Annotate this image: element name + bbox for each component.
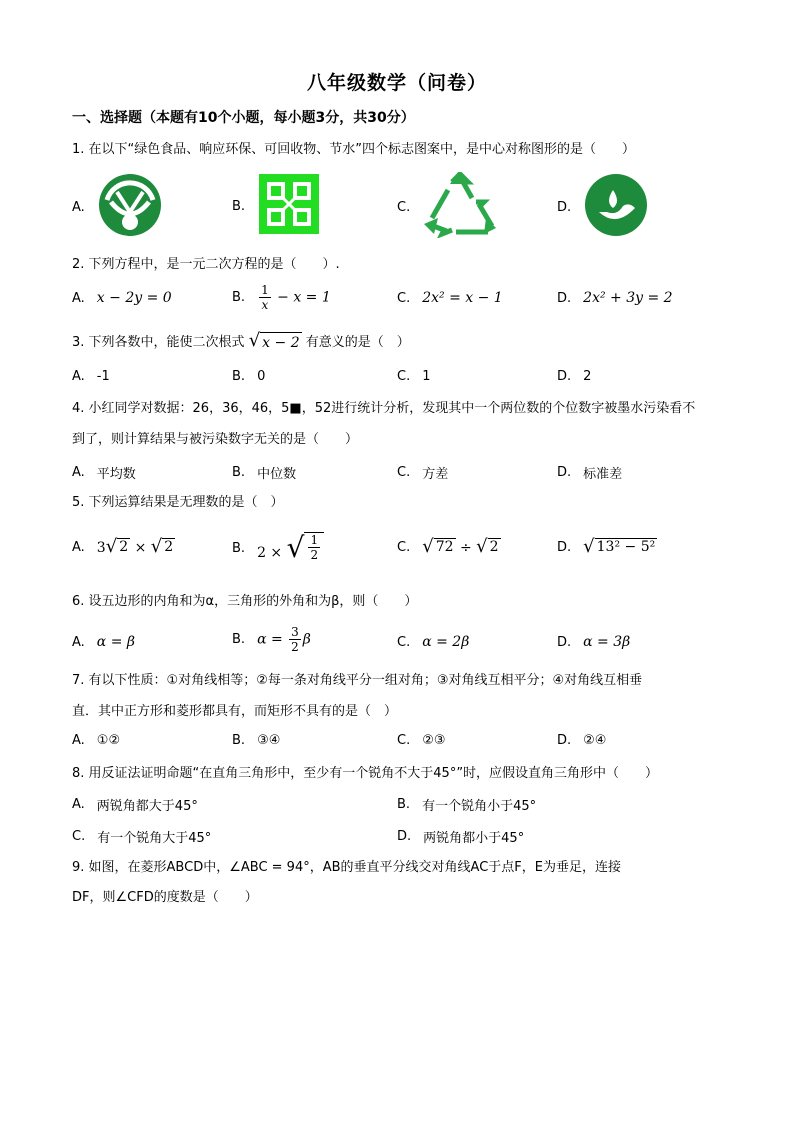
q6-c-expr: α = 2β <box>422 634 470 650</box>
q3-option-d[interactable]: D. 2 <box>557 369 592 384</box>
question-3-stem: 3. 下列各数中，能使二次根式 √ x − 2 有意义的是（ ） <box>72 330 410 351</box>
q6-option-c[interactable]: C. α = 2β <box>397 634 470 650</box>
q2-option-c[interactable]: C. 2x² = x − 1 <box>397 290 503 306</box>
q8-option-a[interactable]: A. 两锐角都大于45° <box>72 797 198 814</box>
q5-option-c[interactable]: C. √ 72 ÷ √ 2 <box>397 536 499 557</box>
q5-option-a[interactable]: A. 3 √ 2 × √ 2 <box>72 536 174 557</box>
q7-option-b[interactable]: B. ③④ <box>232 733 281 748</box>
green-food-logo-icon <box>97 172 163 242</box>
question-7-line1: 7. 有以下性质：①对角线相等；②每一条对角线平分一组对角；③对角线互相平分；④对角线互相垂 <box>72 673 643 688</box>
q1-option-a[interactable]: A. <box>72 172 163 242</box>
q4-option-a[interactable]: A. 平均数 <box>72 465 136 482</box>
water-saving-logo-icon <box>583 172 649 242</box>
q2-a-expr: x − 2y = 0 <box>96 290 172 306</box>
q1-option-c[interactable]: C. <box>397 172 498 242</box>
q8-option-d[interactable]: D. 两锐角都小于45° <box>397 829 525 846</box>
page-title: 八年级数学（问卷） <box>306 72 487 94</box>
q6-option-a[interactable]: A. α = β <box>72 634 135 650</box>
q4-option-d[interactable]: D. 标准差 <box>557 465 623 482</box>
q3-option-c[interactable]: C. 1 <box>397 369 431 384</box>
q5-option-b[interactable]: B. 2 × √ $\frac{1}{2}$ <box>232 532 324 564</box>
q8-option-c[interactable]: C. 有一个锐角大于45° <box>72 829 212 846</box>
q4-option-b[interactable]: B. 中位数 <box>232 465 297 482</box>
q5-b-expr: 2 × √ $\frac{1}{2}$ <box>257 532 324 564</box>
question-4-line2: 到了，则计算结果与被污染数字无关的是（ ） <box>72 432 359 447</box>
q5-d-expr: √ 13² − 5² <box>583 536 656 557</box>
question-8-stem: 8. 用反证法证明命题“在直角三角形中，至少有一个锐角不大于45°”时，应假设直角三角形中（ ） <box>72 766 659 781</box>
q3-radical: √ x − 2 <box>248 330 300 351</box>
q2-option-b[interactable]: B. $\frac{1}{x}$ − x = 1 <box>232 283 331 312</box>
q3-option-a[interactable]: A. -1 <box>72 369 110 384</box>
recycle-icon <box>422 172 498 242</box>
q5-option-d[interactable]: D. √ 13² − 5² <box>557 536 656 557</box>
question-9-line1: 9. 如图，在菱形ABCD中，∠ABC = 94°，AB的垂直平分线交对角线AC于点F，E为垂足，连接 <box>72 860 621 875</box>
q7-option-a[interactable]: A. ①② <box>72 733 121 748</box>
q1-option-b[interactable]: B. <box>232 172 321 240</box>
q6-d-expr: α = 3β <box>583 634 631 650</box>
question-4-line1: 4. 小红同学对数据：26，36，46，5■，52进行统计分析，发现其中一个两位数的个位数字被墨水污染看不 <box>72 401 696 416</box>
question-2-stem: 2. 下列方程中，是一元二次方程的是（ ）. <box>72 257 340 272</box>
q1-option-d[interactable]: D. <box>557 172 649 242</box>
q2-d-expr: 2x² + 3y = 2 <box>583 290 673 306</box>
q6-option-b[interactable]: B. α = $\frac{3}{2}$ β <box>232 625 311 654</box>
q6-option-d[interactable]: D. α = 3β <box>557 634 631 650</box>
q6-b-expr: α = $\frac{3}{2}$ β <box>257 625 311 654</box>
question-9-line2: DF，则∠CFD的度数是（ ） <box>72 890 258 905</box>
q8-option-b[interactable]: B. 有一个锐角小于45° <box>397 797 537 814</box>
q7-option-d[interactable]: D. ②④ <box>557 733 607 748</box>
question-5-stem: 5. 下列运算结果是无理数的是（ ） <box>72 495 284 510</box>
q5-c-expr: √ 72 ÷ √ 2 <box>422 536 499 557</box>
q2-option-a[interactable]: A. x − 2y = 0 <box>72 290 172 306</box>
question-6-stem: 6. 设五边形的内角和为α，三角形的外角和为β，则（ ） <box>72 594 418 609</box>
environmental-logo-icon <box>257 172 321 240</box>
q2-b-expr: $\frac{1}{x}$ − x = 1 <box>261 283 331 312</box>
q2-c-expr: 2x² = x − 1 <box>422 290 503 306</box>
q7-option-c[interactable]: C. ②③ <box>397 733 446 748</box>
q5-a-expr: 3 √ 2 × √ 2 <box>96 536 174 557</box>
section-heading: 一、选择题（本题有10个小题，每小题3分，共30分） <box>72 110 415 126</box>
q2-option-d[interactable]: D. 2x² + 3y = 2 <box>557 290 673 306</box>
q3-option-b[interactable]: B. 0 <box>232 369 266 384</box>
q4-option-c[interactable]: C. 方差 <box>397 465 449 482</box>
question-1-stem: 1. 在以下“绿色食品、响应环保、可回收物、节水”四个标志图案中，是中心对称图形的是（ ） <box>72 142 636 157</box>
q6-a-expr: α = β <box>96 634 135 650</box>
question-7-line2: 直．其中正方形和菱形都具有，而矩形不具有的是（ ） <box>72 704 398 719</box>
